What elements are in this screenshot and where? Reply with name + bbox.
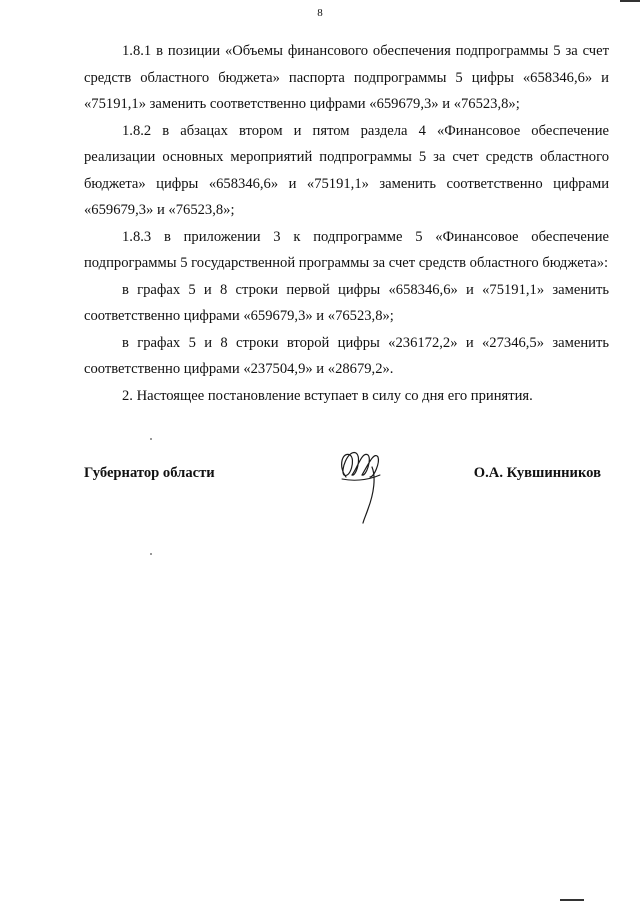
paragraph-effective-date: 2. Настоящее постановление вступает в силу со дня его принятия. (122, 387, 533, 404)
paragraph-1-8-1: 1.8.1 в позиции «Объемы финансового обеспечения подпрограммы 5 за счет средств областного бюджета» паспорта подпрограммы 5 цифры «658346,6» и «75191,1» заменить соответственно цифрами «659679,3» и «76523,8»; (84, 43, 609, 112)
signer-name: О.А. Кувшинников (473, 465, 601, 481)
scan-dot-left (150, 438, 152, 440)
document-body (84, 38, 609, 409)
handwritten-signature (332, 437, 392, 527)
scan-mark-top-right (620, 0, 640, 2)
page-number: 8 (317, 7, 323, 19)
signer-title: Губернатор области (84, 465, 215, 481)
scan-dot-left-lower (150, 553, 152, 555)
signature-block (84, 443, 609, 523)
scan-mark-bottom-right (560, 899, 584, 901)
paragraph-1-8-3: 1.8.3 в приложении 3 к подпрограмме 5 «Финансовое обеспечение подпрограммы 5 государственной программы за счет средств областного бюджета»: (84, 228, 609, 271)
paragraph-row-first: в графах 5 и 8 строки первой цифры «658346,6» и «75191,1» заменить соответственно цифрами «659679,3» и «76523,8»; (84, 281, 609, 324)
paragraph-row-second: в графах 5 и 8 строки второй цифры «236172,2» и «27346,5» заменить соответственно цифрами «237504,9» и «28679,2». (84, 334, 609, 377)
paragraph-1-8-2: 1.8.2 в абзацах втором и пятом раздела 4 «Финансовое обеспечение реализации основных мероприятий подпрограммы 5 за счет средств областного бюджета» цифры «658346,6» и «75191,1» заменить соответственно цифрами «659679,3» и «76523,8»; (84, 122, 609, 218)
